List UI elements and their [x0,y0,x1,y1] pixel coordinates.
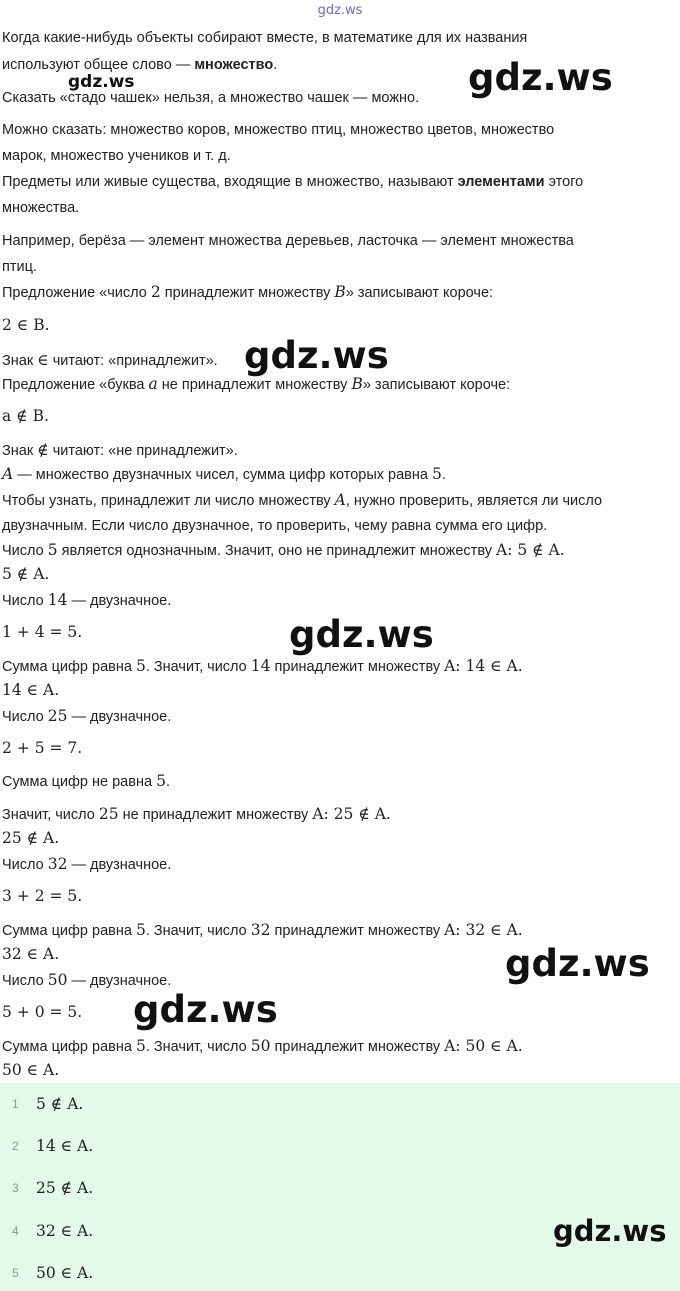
formula: 5 + 0 = 5. [2,1003,83,1021]
formula: 32 ∈ A. [2,945,60,963]
answer-value: 14 ∈ A. [36,1137,94,1155]
formula: 2 + 5 = 7. [2,739,83,757]
paragraph-line: Сказать «стадо чашек» нельзя, а множество чашек — можно. [2,90,420,106]
answer-number: 2 [12,1139,19,1153]
watermark: gdz.ws [505,942,650,985]
answer-number: 3 [12,1181,19,1195]
answer-number: 5 [12,1266,19,1280]
term-elements: элементами [457,174,545,190]
formula: 50 ∈ A. [2,1061,60,1079]
paragraph-line: Предложение «буква a не принадлежит множеству B» записывают короче: [2,375,511,393]
watermark: gdz.ws [133,988,278,1031]
paragraph-line: Значит, число 25 не принадлежит множеству A: 25 ∉ A. [2,805,391,823]
paragraph-line: Знак ∉ читают: «не принадлежит». [2,441,238,459]
formula: 3 + 2 = 5. [2,887,83,905]
formula: a ∉ B. [2,407,49,425]
paragraph-line: Сумма цифр равна 5. Значит, число 14 принадлежит множеству A: 14 ∈ A. [2,657,523,675]
paragraph-line: Число 5 является однозначным. Значит, оно не принадлежит множеству A: 5 ∉ A. [2,541,565,559]
paragraph-line: Предложение «число 2 принадлежит множеству B» записывают короче: [2,283,494,301]
paragraph-line: Знак ∈ читают: «принадлежит». [2,351,218,369]
formula: 2 ∈ B. [2,316,50,334]
paragraph-line: Например, берёза — элемент множества деревьев, ласточка — элемент множества [2,233,574,249]
paragraph-line: двузначным. Если число двузначное, то проверить, чему равна сумма его цифр. [2,518,548,534]
watermark: gdz.ws [68,72,135,92]
term-set: множество [194,57,274,73]
paragraph-line: Число 32 — двузначное. [2,855,172,873]
answer-value: 5 ∉ A. [36,1095,84,1113]
answer-number: 4 [12,1224,19,1238]
paragraph-line: используют общее слово — множество. [2,57,278,73]
answer-value: 32 ∈ A. [36,1222,94,1240]
watermark: gdz.ws [553,1214,667,1248]
watermark: gdz.ws [289,613,434,656]
paragraph-line: Число 25 — двузначное. [2,707,172,725]
paragraph-line: Сумма цифр равна 5. Значит, число 32 принадлежит множеству A: 32 ∈ A. [2,921,523,939]
answer-number: 1 [12,1097,19,1111]
formula: 14 ∈ A. [2,681,60,699]
answer-value: 25 ∉ A. [36,1179,94,1197]
paragraph-line: Число 50 — двузначное. [2,971,172,989]
paragraph-line: A — множество двузначных чисел, сумма цифр которых равна 5. [2,465,446,483]
top-watermark: gdz.ws [317,3,363,18]
paragraph-line: Сумма цифр равна 5. Значит, число 50 принадлежит множеству A: 50 ∈ A. [2,1037,523,1055]
paragraph-line: множества. [2,200,80,216]
formula: 1 + 4 = 5. [2,623,83,641]
answers-block [0,1083,680,1291]
paragraph-line: Сумма цифр не равна 5. [2,772,170,790]
paragraph-line: Чтобы узнать, принадлежит ли число множеству A, нужно проверить, является ли число [2,491,603,509]
paragraph-line: марок, множество учеников и т. д. [2,148,231,164]
paragraph-line: птиц. [2,259,37,275]
formula: 25 ∉ A. [2,829,60,847]
watermark: gdz.ws [244,334,389,377]
paragraph-line: Число 14 — двузначное. [2,591,172,609]
watermark: gdz.ws [468,56,613,99]
paragraph-line: Когда какие-нибудь объекты собирают вместе, в математике для их названия [2,30,528,46]
paragraph-line: Можно сказать: множество коров, множество птиц, множество цветов, множество [2,122,555,138]
formula: 5 ∉ A. [2,565,50,583]
paragraph-line: Предметы или живые существа, входящие в множество, называют элементами этого [2,174,584,190]
answer-value: 50 ∈ A. [36,1264,94,1282]
